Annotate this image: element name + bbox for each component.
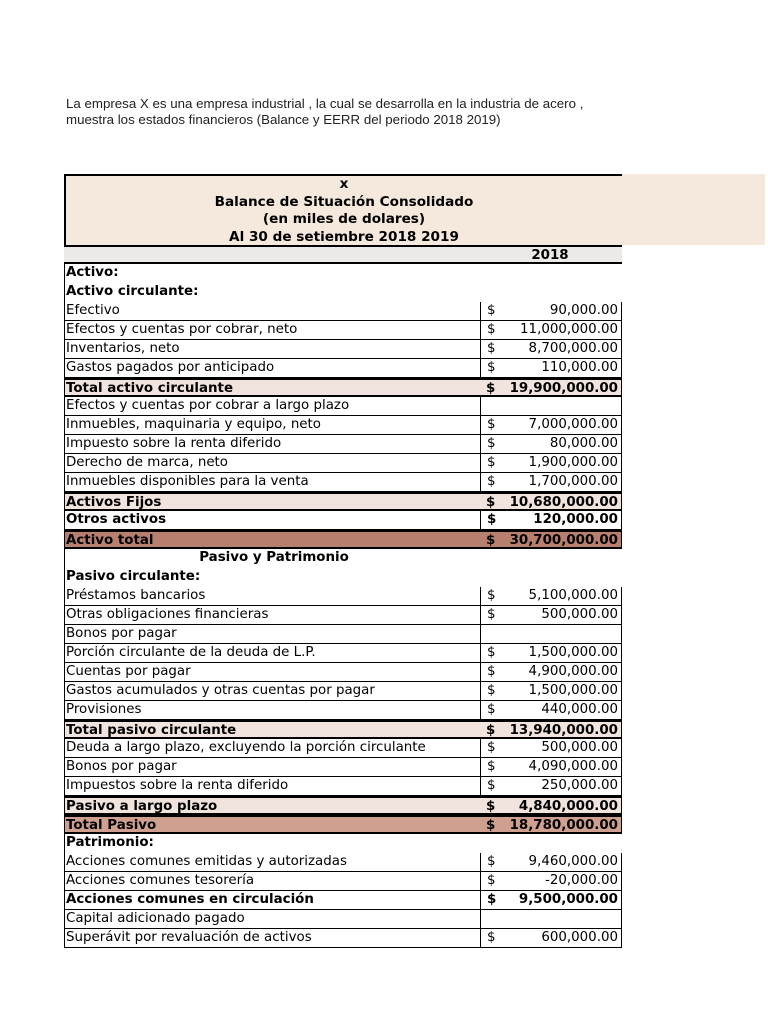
currency-symbol: $ [487,303,496,318]
row-label: Total Pasivo [64,817,480,832]
statement-title: Balance de Situación Consolidado [214,193,474,210]
table-row [64,568,622,587]
value-cell [480,511,622,529]
year-column-header: 2018 [531,248,569,263]
value-cell [480,798,622,813]
table-row [64,283,622,302]
amount-value: 5,100,000.00 [528,588,618,603]
amount-value: 9,460,000.00 [528,854,618,869]
header-fill-extension [622,174,765,245]
row-label: Impuesto sobre la renta diferido [64,435,480,453]
company-name: x [339,176,349,192]
row-label: Inmuebles disponibles para la venta [64,473,480,491]
table-row [64,587,622,606]
row-label: Porción circulante de la deuda de L.P. [64,644,480,662]
amount-value: 110,000.00 [541,360,618,375]
row-label: Efectos y cuentas por cobrar a largo plazo [64,397,480,415]
row-label: Derecho de marca, neto [64,454,480,472]
row-label: Superávit por revaluación de activos [64,929,480,947]
value-cell [480,494,622,509]
table-row [64,321,622,340]
row-label: Otras obligaciones financieras [64,606,480,624]
title-block [64,174,622,245]
table-row [64,397,622,416]
row-label: Total pasivo circulante [64,722,480,737]
amount-value: 500,000.00 [541,607,618,622]
value-cell [480,891,622,909]
table-row [64,264,622,283]
value-cell [480,532,622,547]
currency-symbol: $ [487,645,496,660]
currency-symbol: $ [487,892,497,907]
value-cell [480,340,622,358]
currency-symbol: $ [487,360,496,375]
amount-value: 11,000,000.00 [520,322,618,337]
amount-value: 1,500,000.00 [528,683,618,698]
currency-symbol: $ [487,322,496,337]
amount-value: 18,780,000.00 [509,818,618,833]
amount-value: 13,940,000.00 [509,723,618,738]
currency-symbol: $ [487,588,496,603]
table-row [64,416,622,435]
amount-value [501,397,621,415]
value-cell [480,910,622,928]
amount-value: 600,000.00 [541,930,618,945]
row-label: Cuentas por pagar [64,663,480,681]
row-label: Efectivo [64,302,480,320]
amount-value: 4,900,000.00 [528,664,618,679]
currency-symbol: $ [487,417,496,432]
currency-symbol [481,910,501,928]
currency-symbol: $ [487,930,496,945]
table-row [64,777,622,796]
value-cell [480,739,622,757]
table-row [64,872,622,891]
value-cell [480,722,622,737]
table-row [64,758,622,777]
value-cell [480,872,622,890]
row-label: Acciones comunes tesorería [64,872,480,890]
table-row [64,473,622,492]
currency-symbol: $ [487,873,496,888]
table-row [64,910,622,929]
row-label: Activos Fijos [64,494,480,509]
currency-symbol: $ [487,759,496,774]
amount-value: 4,840,000.00 [518,799,618,814]
table-row [64,606,622,625]
value-cell [480,663,622,681]
amount-value: 80,000.00 [549,436,618,451]
amount-value: 1,700,000.00 [528,474,618,489]
value-cell [480,454,622,472]
row-label: Deuda a largo plazo, excluyendo la porción circulante [64,739,480,757]
amount-value: 120,000.00 [533,512,618,527]
table-row [64,663,622,682]
table-row [64,549,622,568]
amount-value: 10,680,000.00 [509,495,618,510]
value-cell [480,625,622,643]
table-row [64,625,622,644]
currency-symbol: $ [487,436,496,451]
table-row [64,701,622,720]
amount-value: 90,000.00 [549,303,618,318]
table-row [64,340,622,359]
table-row [64,492,622,511]
value-cell [480,929,622,947]
currency-symbol: $ [486,381,496,396]
value-cell [480,701,622,719]
table-row [64,511,622,530]
balance-sheet [64,174,622,948]
amount-value: 1,900,000.00 [528,455,618,470]
currency-symbol [481,397,501,415]
currency-symbol: $ [487,455,496,470]
value-cell [480,682,622,700]
currency-symbol: $ [487,664,496,679]
statement-units: (en miles de dolares) [262,211,426,227]
amount-value: 9,500,000.00 [518,892,618,907]
amount-value [501,910,621,928]
table-row [64,891,622,910]
value-cell [480,359,622,377]
value-cell [480,397,622,415]
row-label: Capital adicionado pagado [64,910,480,928]
value-cell [480,321,622,339]
statement-rows [64,264,622,948]
amount-value: 30,700,000.00 [509,533,618,548]
amount-value [501,625,621,643]
row-label: Gastos pagados por anticipado [64,359,480,377]
table-row [64,929,622,948]
intro-text [66,96,666,128]
row-label: Préstamos bancarios [64,587,480,605]
row-label: Inmuebles, maquinaria y equipo, neto [64,416,480,434]
row-label: Total activo circulante [64,380,480,395]
value-cell [480,416,622,434]
currency-symbol: $ [486,495,496,510]
value-cell [480,817,622,832]
statement-date: Al 30 de setiembre 2018 2019 [229,228,459,245]
table-row [64,378,622,397]
amount-value: 19,900,000.00 [509,381,618,396]
row-label: Pasivo circulante: [64,568,480,587]
value-cell [480,777,622,795]
row-label: Acciones comunes emitidas y autorizadas [64,853,480,871]
row-label: Pasivo a largo plazo [64,798,480,813]
table-row [64,454,622,473]
row-label: Otros activos [64,511,480,529]
value-cell [480,302,622,320]
value-cell [480,380,622,395]
currency-symbol: $ [486,723,496,738]
row-label: Bonos por pagar [64,625,480,643]
row-label: Pasivo y Patrimonio [199,550,349,565]
currency-symbol: $ [487,854,496,869]
amount-value: 1,500,000.00 [528,645,618,660]
intro-line-2: muestra los estados financieros (Balance y EERR del periodo 2018 2019) [66,112,501,127]
value-cell [480,435,622,453]
currency-symbol: $ [487,740,496,755]
table-row [64,644,622,663]
table-row [64,682,622,701]
value-cell [480,758,622,776]
currency-symbol: $ [486,799,496,814]
row-label: Impuestos sobre la renta diferido [64,777,480,795]
value-cell [480,587,622,605]
value-cell [480,473,622,491]
table-row [64,720,622,739]
currency-symbol: $ [487,683,496,698]
table-row [64,853,622,872]
table-row [64,435,622,454]
row-label: Efectos y cuentas por cobrar, neto [64,321,480,339]
currency-symbol: $ [487,341,496,356]
currency-symbol: $ [487,512,497,527]
amount-value: 250,000.00 [541,778,618,793]
intro-line-1: La empresa X es una empresa industrial , la cual se desarrolla en la industria de acero , [66,96,584,111]
amount-value: 500,000.00 [541,740,618,755]
row-label: Acciones comunes en circulación [64,891,480,909]
row-label: Patrimonio: [64,834,480,853]
year-header-row [64,245,622,264]
row-label: Activo: [64,264,480,283]
currency-symbol: $ [487,474,496,489]
currency-symbol: $ [487,702,496,717]
currency-symbol: $ [487,778,496,793]
amount-value: -20,000.00 [545,873,618,888]
table-row [64,302,622,321]
table-row [64,359,622,378]
table-row [64,815,622,834]
row-label: Activo circulante: [64,283,480,302]
row-label: Provisiones [64,701,480,719]
amount-value: 7,000,000.00 [528,417,618,432]
currency-symbol: $ [486,533,496,548]
row-label: Gastos acumulados y otras cuentas por pagar [64,682,480,700]
amount-value: 440,000.00 [541,702,618,717]
row-label: Bonos por pagar [64,758,480,776]
table-row [64,739,622,758]
currency-symbol: $ [486,818,496,833]
amount-value: 8,700,000.00 [528,341,618,356]
table-row [64,834,622,853]
value-cell [480,853,622,871]
row-label: Activo total [64,532,480,547]
table-row [64,530,622,549]
value-cell [480,606,622,624]
currency-symbol [481,625,501,643]
table-row [64,796,622,815]
row-label: Inventarios, neto [64,340,480,358]
amount-value: 4,090,000.00 [528,759,618,774]
currency-symbol: $ [487,607,496,622]
value-cell [480,644,622,662]
